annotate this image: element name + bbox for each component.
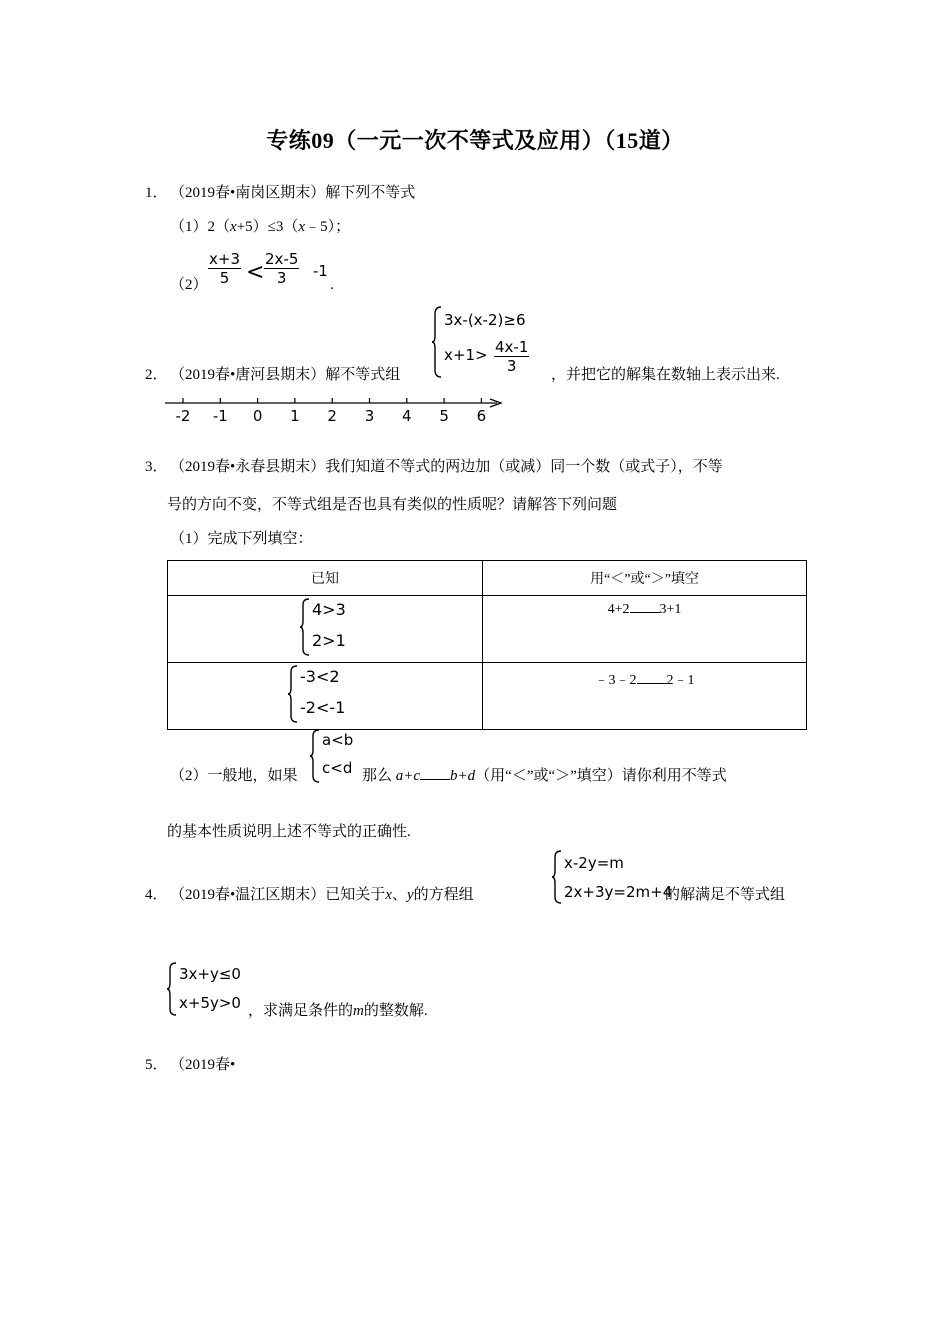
table-row1-sys-line2: 2>1 xyxy=(312,631,346,650)
q3-sub2-system xyxy=(310,729,370,785)
q4-tail-pre: ，求满足条件的 xyxy=(248,1003,354,1019)
q1-frac1-den: 5 xyxy=(219,269,230,287)
q4-number: 4． xyxy=(145,887,168,903)
table-row1-known xyxy=(168,596,483,663)
table-row2-sys-line1: -3<2 xyxy=(300,667,340,686)
q1-part1-var2: x xyxy=(298,219,306,235)
q1-part1-var: x xyxy=(230,219,237,235)
table-row2-sys-line2: -2<-1 xyxy=(300,698,346,717)
q1-frac2-den: 3 xyxy=(276,269,287,287)
q3-sub2-pre: （2）一般地，如果 xyxy=(170,768,298,784)
axis-tick-label: -1 xyxy=(212,407,228,425)
q1-part1-end: ﹣5）； xyxy=(305,219,351,235)
q3-sub2-post: （用“＜”或“＞”填空）请你利用不等式 xyxy=(475,768,727,784)
q3-table xyxy=(167,560,807,730)
q1-part2-frac1 xyxy=(208,250,241,287)
table-header-fill xyxy=(483,561,807,596)
q4-text-mid: 的方程组 xyxy=(413,887,474,903)
q4-system1 xyxy=(552,850,672,906)
table-row2-fill-left: ﹣3﹣2 xyxy=(594,673,637,688)
q2-sys-frac xyxy=(494,338,529,375)
q3-sub2-expr2: b+d xyxy=(450,768,476,784)
q5-number: 5． xyxy=(145,1057,168,1073)
q2-sys-line1: 3x-(x-2)≥6 xyxy=(444,311,526,329)
q3-sub2-then: 那么 xyxy=(362,768,393,784)
q4-sys1-line1: x-2y=m xyxy=(564,854,624,872)
q3-sub2-expr1: a+c xyxy=(395,768,421,784)
q4-sep: 、 xyxy=(391,887,407,903)
q3-number: 3． xyxy=(145,459,168,475)
q4-system2 xyxy=(167,962,257,1018)
q2-sys-line2-left: x+1> xyxy=(444,346,488,364)
q1-part1-mid: +5）≤3（ xyxy=(236,219,299,235)
q4-tail xyxy=(248,1002,428,1020)
axis-tick-label: 4 xyxy=(402,407,412,425)
table-row2-known xyxy=(168,663,483,730)
table-row1-system xyxy=(300,598,380,658)
table-row xyxy=(168,596,807,663)
q1-part2-end: . xyxy=(330,277,334,293)
table-row2-fill-right: 2﹣1 xyxy=(666,673,695,688)
q2-frac-num: 4x-1 xyxy=(495,338,529,356)
q3-sub1: （1）完成下列填空： xyxy=(170,531,313,547)
q4-text-post: 的解满足不等式组 xyxy=(665,887,786,903)
table-header-fill-text: 用“＜”或“＞”填空 xyxy=(590,572,699,587)
q1-part2-frac2 xyxy=(264,250,299,287)
table-row1-fill-expr xyxy=(483,596,806,618)
q1-number: 1． xyxy=(145,185,168,201)
q2-number: 2． xyxy=(145,367,168,383)
brace-icon xyxy=(288,665,298,723)
brace-icon xyxy=(432,306,442,378)
axis-tick-label: 1 xyxy=(290,407,300,425)
table-row1-fill-right: 3+1 xyxy=(659,602,682,617)
q5-text: （2019春• xyxy=(170,1057,236,1073)
axis-tick-label: -2 xyxy=(175,407,191,425)
q4-var-m: m xyxy=(353,1003,364,1019)
q3-text-line1: （2019春•永春县期末）我们知道不等式的两边加（或减）同一个数（或式子），不等 xyxy=(170,459,723,475)
table-row1-sys-line1: 4>3 xyxy=(312,600,346,619)
table-header-known xyxy=(168,561,483,596)
q4-text xyxy=(170,886,474,904)
table-row1-fill xyxy=(483,596,807,663)
q3-text-line2: 号的方向不变，不等式组是否也具有类似的性质呢？请解答下列问题 xyxy=(167,497,618,513)
table-header-known-text: 已知 xyxy=(311,572,339,587)
q1-source: （2019春•南岗区期末）解下列不等式 xyxy=(170,185,416,201)
q1-frac2-num: 2x-5 xyxy=(265,250,299,268)
brace-icon xyxy=(310,729,320,783)
q4-tail-post: 的整数解. xyxy=(363,1003,428,1019)
q1-part1-label: （1）2（ xyxy=(170,219,231,235)
axis-tick-label: 6 xyxy=(476,407,487,425)
table-row xyxy=(168,663,807,730)
q1-part2-tail: -1 xyxy=(313,262,328,280)
table-row2-fill-expr xyxy=(483,663,806,689)
q3-sub2-sys-line2: c<d xyxy=(322,759,353,777)
q4-text-pre: （2019春•温江区期末）已知关于 xyxy=(170,887,386,903)
q3-sub2-line2: 的基本性质说明上述不等式的正确性. xyxy=(167,824,411,840)
q3-sub2-rest xyxy=(362,767,727,785)
table-header-row xyxy=(168,561,807,596)
brace-icon xyxy=(167,962,177,1016)
q2-source: （2019春•唐河县期末）解不等式组 xyxy=(170,367,401,383)
axis-tick-label: 2 xyxy=(327,407,337,425)
q4-var-y: y xyxy=(406,887,414,903)
q4-var-x: x xyxy=(385,887,392,903)
brace-icon xyxy=(552,850,562,904)
q3-sub2-sys-line1: a<b xyxy=(322,731,354,749)
brace-icon xyxy=(300,598,310,656)
page-title: 专练09（一元一次不等式及应用）（15道） xyxy=(266,128,684,153)
number-line xyxy=(163,395,508,425)
q3-sub2-blank[interactable] xyxy=(420,779,450,780)
q1-part2-label: （2） xyxy=(170,277,208,293)
axis-tick-label: 0 xyxy=(252,407,263,425)
q2-frac-den: 3 xyxy=(506,357,517,375)
q1-part1 xyxy=(170,218,350,236)
table-row1-fill-left: 4+2 xyxy=(607,602,630,617)
q2-tail: ，并把它的解集在数轴上表示出来. xyxy=(551,367,780,383)
axis-tick-label: 3 xyxy=(364,407,375,425)
table-row2-system xyxy=(288,665,378,725)
q1-frac1-num: x+3 xyxy=(209,250,240,268)
q1-part2-lt: < xyxy=(246,260,265,285)
table-row1-blank[interactable] xyxy=(630,612,660,613)
q2-system xyxy=(432,306,562,386)
q4-sys2-line1: 3x+y≤0 xyxy=(179,965,241,983)
q4-sys1-line2: 2x+3y=2m+4 xyxy=(564,883,673,901)
axis-tick-label: 5 xyxy=(439,407,449,425)
table-row2-fill xyxy=(483,663,807,730)
q4-sys2-line2: x+5y>0 xyxy=(179,994,241,1012)
table-row2-blank[interactable] xyxy=(637,683,667,684)
